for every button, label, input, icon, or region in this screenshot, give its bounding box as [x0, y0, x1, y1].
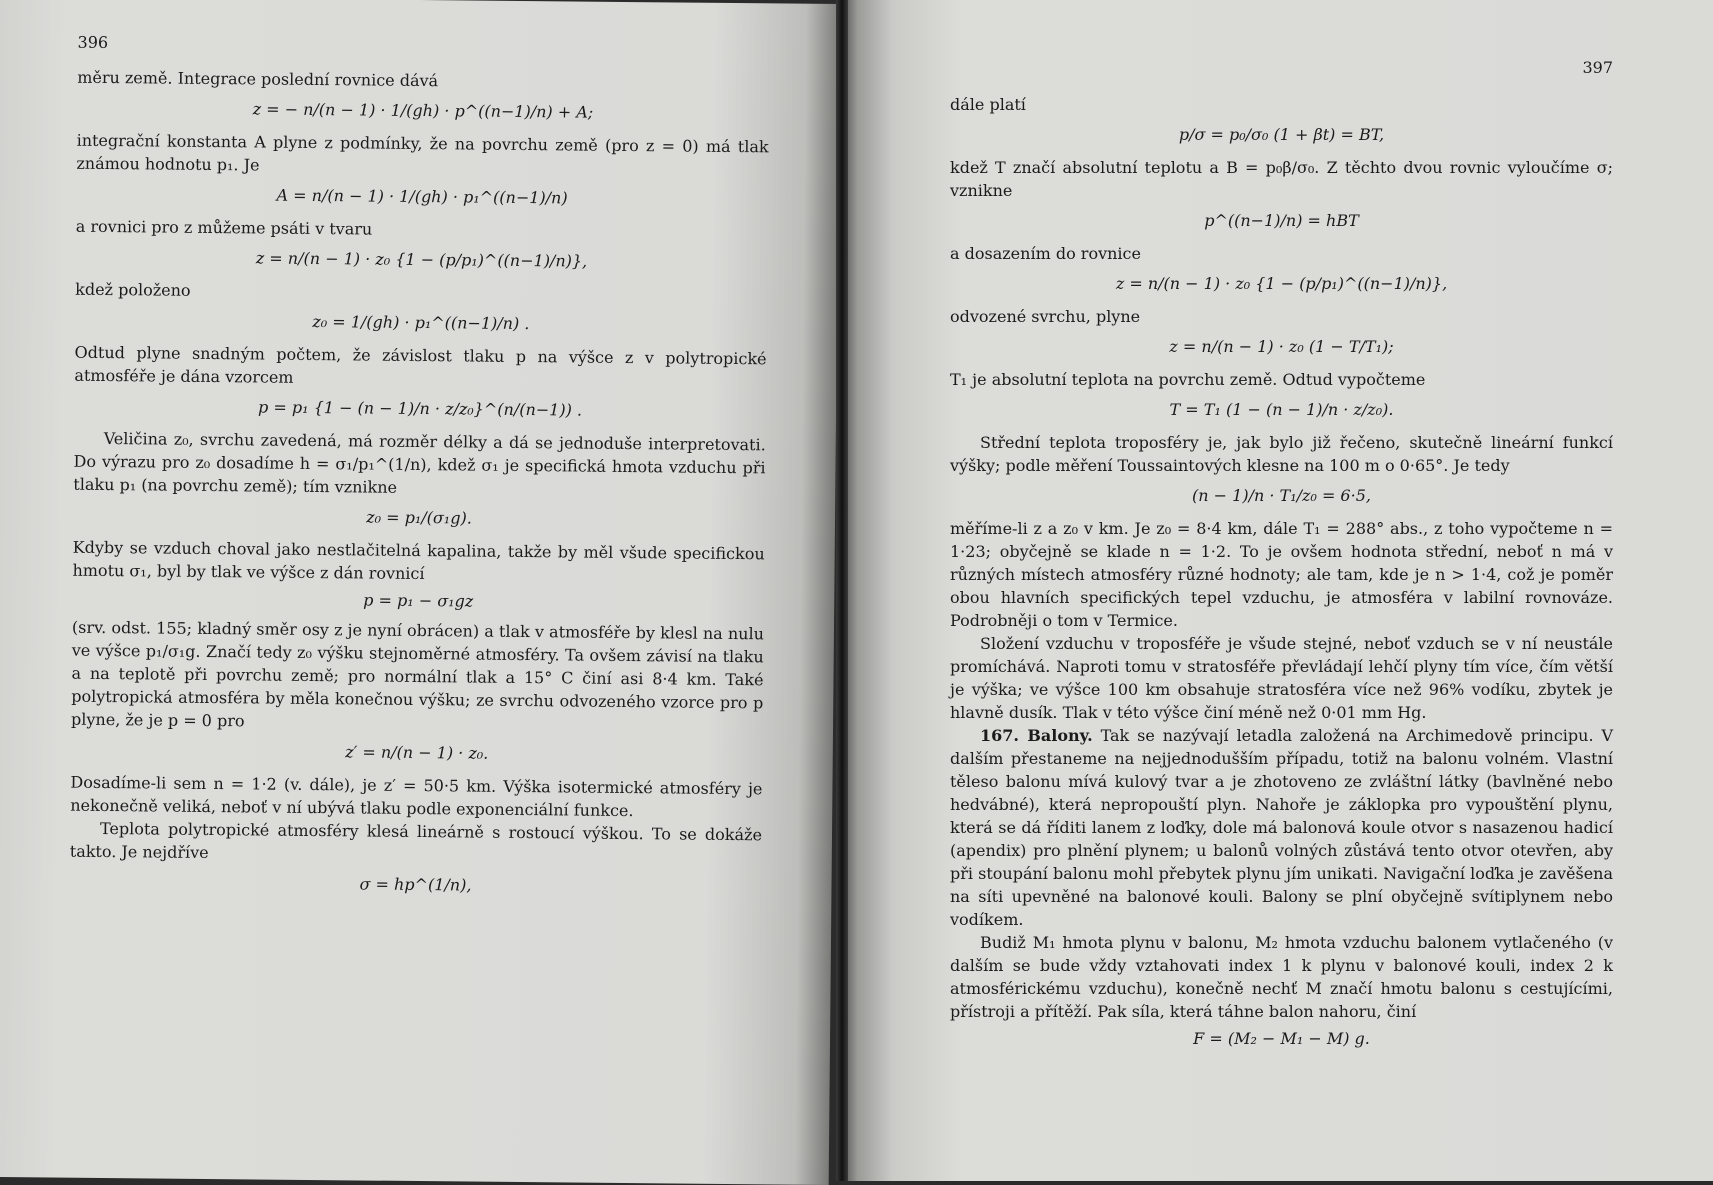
paragraph: odvozené svrchu, plyne	[950, 307, 1141, 326]
equation: z = n/(n − 1) · z₀ {1 − (p/p₁)^((n−1)/n)},	[1115, 274, 1448, 293]
paragraph: Dosadíme-li sem n = 1·2 (v. dále), je z′ = 50·5 km. Výška isotermické atmosféry je nekonečně veliká, neboť v ní ubývá tlaku podle exponenciální funkce.	[70, 772, 763, 821]
equation: z = − n/(n − 1) · 1/(gh) · p^((n−1)/n) + A;	[252, 99, 594, 122]
equation: T = T₁ (1 − (n − 1)/n · z/z₀).	[1169, 400, 1394, 419]
paragraph: Veličina z₀, svrchu zavedená, má rozměr délky a dá se jednoduše interpretovati. Do výrazu pro z₀ dosadíme h = σ₁/p₁^(1/n), kdež σ₁ je specifická hmota vzduchu při tlaku p₁ (na povrchu země); tím vznikne	[73, 428, 766, 497]
paragraph: a dosazením do rovnice	[950, 244, 1141, 263]
paragraph: Střední teplota troposféry je, jak bylo již řečeno, skutečně lineární funkcí výšky; podle měření Toussaintových klesne na 100 m o 0·65°. Je tedy	[950, 433, 1613, 475]
equation: z₀ = p₁/(σ₁g).	[366, 507, 472, 528]
equation: p = p₁ {1 − (n − 1)/n · z/z₀}^(n/(n−1)) .	[257, 397, 583, 420]
right-page	[840, 0, 1713, 1181]
book-gutter	[836, 0, 848, 1181]
equation: F = (M₂ − M₁ − M) g.	[1193, 1029, 1370, 1048]
paragraph: a rovnici pro z můžeme psáti v tvaru	[75, 216, 373, 239]
paragraph: (srv. odst. 155; kladný směr osy z je nyní obrácen) a tlak v atmosféře by klesl na nulu ve výšce p₁/σ₁g. Značí tedy z₀ výšku stejnoměrné atmosféry. Ta ovšem závisí na tlaku a na teplotě při povrchu země; pro normální tlak a 15° C činí asi 8·4 km. Také polytropická atmosféra by měla konečnou výšku; ze svrchu odvozeného vzorce pro p plyne, že je p = 0 pro	[70, 617, 765, 731]
paragraph: T₁ je absolutní teplota na povrchu země. Odtud vypočteme	[950, 370, 1426, 389]
paragraph: Odtud plyne snadným počtem, že závislost tlaku p na výšce z v polytropické atmosféře je dána vzorcem	[74, 342, 767, 387]
equation: p/σ = p₀/σ₀ (1 + βt) = BT,	[1178, 125, 1385, 144]
paragraph: Budiž M₁ hmota plynu v balonu, M₂ hmota vzduchu balonem vytlačeného (v dalším se bude vždy vztahovati index 1 k plynu v balonové kouli, index 2 k atmosférickému vzduchu), konečně nechť M značí hmotu balonu s cestujícími, přístroji a přítěží. Pak síla, která táhne balon nahoru, činí	[950, 933, 1613, 1021]
paragraph: dále platí	[950, 95, 1026, 114]
equation: z₀ = 1/(gh) · p₁^((n−1)/n) .	[312, 311, 530, 334]
paragraph: Složení vzduchu v troposféře je všude stejné, neboť vzduch se v ní neustále promíchává. Naproti tomu v stratosféře převládají lehčí plyny tím více, čím větší je výška; ve výšce 100 km obsahuje stratosféra více než 96% vodíku, zbytek je hlavně dusík. Tlak v této výšce činí méně než 0·01 mm Hg.	[950, 634, 1613, 722]
page-number: 397	[1582, 58, 1613, 77]
section-heading: 167. Balony.	[980, 726, 1093, 745]
left-page	[0, 0, 840, 1185]
equation: z = n/(n − 1) · z₀ (1 − T/T₁);	[1169, 337, 1394, 356]
equation: p = p₁ − σ₁gz	[363, 590, 474, 611]
paragraph: kdež položeno	[75, 279, 191, 300]
paragraph: integrační konstanta A plyne z podmínky, že na povrchu země (pro z = 0) má tlak známou hodnotu p₁. Je	[76, 130, 769, 175]
page-number: 396	[77, 32, 109, 53]
equation: (n − 1)/n · T₁/z₀ = 6·5,	[1192, 486, 1371, 505]
section-paragraph	[950, 724, 1613, 931]
equation: z′ = n/(n − 1) · z₀.	[345, 742, 489, 763]
paragraph: kdež T značí absolutní teplotu a B = p₀β/σ₀. Z těchto dvou rovnic vyloučíme σ; vznikne	[950, 158, 1613, 200]
equation: A = n/(n − 1) · 1/(gh) · p₁^((n−1)/n)	[276, 185, 568, 208]
paragraph: měříme-li z a z₀ v km. Je z₀ = 8·4 km, dále T₁ = 288° abs., z toho vypočteme n = 1·23; obyčejně se klade n = 1·2. To je ovšem hodnota střední, neboť n má v různých místech atmosféry různé hodnoty; ale tam, kde je n > 1·4, což je poměr obou hlavních specifických tepel vzduchu, je atmosféra v labilní rovnováze. Podrobněji o tom v Termice.	[950, 519, 1613, 630]
paragraph: Kdyby se vzduch choval jako nestlačitelná kapalina, takže by měl všude specifickou hmotu σ₁, byl by tlak ve výšce z dán rovnicí	[72, 537, 765, 584]
equation: σ = hp^(1/n),	[359, 874, 472, 895]
equation: z = n/(n − 1) · z₀ {1 − (p/p₁)^((n−1)/n)},	[255, 248, 588, 271]
equation: p^((n−1)/n) = hBT	[1204, 211, 1359, 230]
paragraph: Teplota polytropické atmosféry klesá lineárně s rostoucí výškou. To se dokáže takto. Je nejdříve	[69, 818, 763, 863]
section-text: Tak se nazývají letadla založená na Archimedově principu. V dalším přestaneme na nejjednodušším případu, totiž na balonu volném. Vlastní těleso balonu mívá kulový tvar a je zhotoveno ze zvláštní látky (bavlněné nebo hedvábné), která nepropouští plyn. Nahoře je záklopka pro vypouštění plynu, která se dá říditi lanem z loďky, dole má balonová koule otvor s nasazenou hadicí (apendix) pro plnění plynem; u balonů volných zůstává tento otvor otevřen, aby při stoupání balonu mohl přebytek plynu jím unikati. Navigační loďka je zavěšena na síti upevněné na balonové kouli. Balony se plní obyčejně svítiplynem nebo vodíkem.	[950, 726, 1613, 929]
paragraph: měru země. Integrace poslední rovnice dává	[77, 67, 439, 91]
